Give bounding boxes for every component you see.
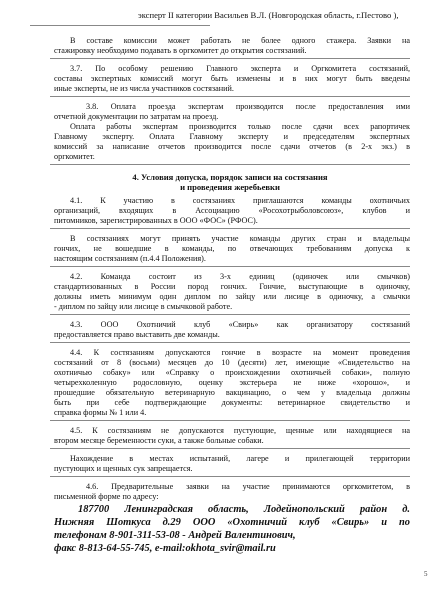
address-line: 187700 Ленинградская область, Лодейнопольский район д. (78, 504, 410, 515)
paragraph-line: питомников, зарегистрированных в ООО «ФОС» (РФОС). (54, 216, 258, 225)
paragraph-separator (50, 342, 410, 343)
paragraph-line: иные эксперты, не из числа участников состязаний. (54, 84, 234, 93)
paragraph-line: быть при себе подтверждающие документы: ветеринарное свидетельство и (54, 398, 410, 407)
paragraph-line: 3.7. По особому решению Главного эксперта и Оргкомитета состязаний, (70, 64, 410, 73)
paragraph-line: предоставляется право выставить две команды. (54, 330, 220, 339)
header-line: эксперт II категории Васильев В.Л. (Новгородская область, г.Пестово ), (138, 10, 399, 20)
paragraph-line: настоящим состязаниям (п.4.4 Положения). (54, 254, 206, 263)
section-title: и проведения жеребьевки (180, 182, 280, 192)
paragraph-line: - диплом по зайцу или лисице в смычковой работе. (54, 302, 233, 311)
paragraph-line: 4.2. Команда состоит из 3-х единиц (одиночек или смычков) (70, 272, 410, 281)
paragraph-line: Главному эксперту. Оплата Главному эксперту и председателям экспертных (54, 132, 410, 141)
paragraph-line: втором месяце беременности суки, а также больные собаки. (54, 436, 264, 445)
paragraph-line: 4.1. К участию в состязаниях приглашаются команды охотничьих (70, 196, 410, 205)
paragraph-separator (50, 420, 410, 421)
paragraph-separator (50, 476, 410, 477)
paragraph-line: стажировку необходимо подавать в оргкомитет до открытия состязаний. (54, 46, 307, 55)
paragraph-line: четырехколенную родословную, оценку экстерьера не ниже «хорошо», и (54, 378, 410, 387)
paragraph-line: В составе комиссии может работать не более одного стажера. Заявки на (70, 36, 410, 45)
paragraph-separator (50, 58, 410, 59)
paragraph-line: должны иметь минимум один диплом по зайцу или лисице в одиночку, а смычки (54, 292, 410, 301)
paragraph-line: пустующих и щенных сук запрещается. (54, 464, 193, 473)
page-number: 5 (424, 570, 428, 578)
paragraph-line: справка формы № 1 или 4. (54, 408, 147, 417)
paragraph-separator (50, 228, 410, 229)
paragraph-separator (50, 266, 410, 267)
paragraph-line: организаций, входящих в Ассоциацию «Росохотрыболовсоюз», клубов и (54, 206, 410, 215)
paragraph-line: 4.5. К состязаниям не допускаются пустующие, щенные или находящиеся на (70, 426, 410, 435)
paragraph-separator (50, 164, 410, 165)
paragraph-line: охотничью собаку» или «Справку о происхождении охотничьей собаки», полную (54, 368, 410, 377)
paragraph-line: состязаний от 8 (восьми) месяцев до 10 (десяти) лет, имеющие «Свидетельство на (54, 358, 410, 367)
paragraph-line: 4.3. ООО Охотничий клуб «Свирь» как организатору состязаний (70, 320, 410, 329)
address-line: телефонам 8-901-311-53-08 - Андрей Валентинович, (54, 530, 296, 541)
address-line: Нижняя Шоткуса д.29 ООО «Охотничий клуб «Свирь» и по (54, 517, 410, 528)
paragraph-line: составы экспертных комиссий могут быть изменены и в них могут быть введены (54, 74, 410, 83)
paragraph-separator (50, 314, 410, 315)
paragraph-line: Нахождение в местах испытаний, лагере и прилегающей территории (70, 454, 410, 463)
paragraph-line: прошедшие обязательную ветеринарную вакцинацию, о чем у владельца должны (54, 388, 410, 397)
paragraph-separator (50, 448, 410, 449)
paragraph-line: стандартизованных в России пород гончих. Гончие, выступающие в одиночку, (54, 282, 410, 291)
paragraph-line: письменной форме по адресу: (54, 492, 159, 501)
paragraph-separator (50, 96, 410, 97)
paragraph-line: отчетной документации по затратам на проезд. (54, 112, 219, 121)
section-title: 4. Условия допуска, порядок записи на состязания (132, 172, 328, 182)
paragraph-line: 4.6. Предварительные заявки на участие принимаются оргкомитетом, в (86, 482, 410, 491)
paragraph-line: В состязаниях могут принять участие команды других стран и владельцы (70, 234, 410, 243)
address-line: факс 8-813-64-55-745, e-mail:okhota_svir@mail.ru (54, 543, 276, 554)
paragraph-line: 4.4. К состязаниям допускаются гончие в возрасте на момент проведения (70, 348, 410, 357)
paragraph-line: гончих, не вошедшие в команды, по отвечающих требованиям допуска к (54, 244, 410, 253)
paragraph-line: Оплата работы экспертам производится только после сдачи всех рапортичек (70, 122, 410, 131)
header-separator (30, 25, 210, 26)
paragraph-line: оргкомитет. (54, 152, 95, 161)
paragraph-line: 3.8. Оплата проезда экспертам производится после предоставления ими (86, 102, 410, 111)
paragraph-line: комиссий за написание отчетов производится после сдачи отчетов (в 2-х экз.) в (54, 142, 410, 151)
